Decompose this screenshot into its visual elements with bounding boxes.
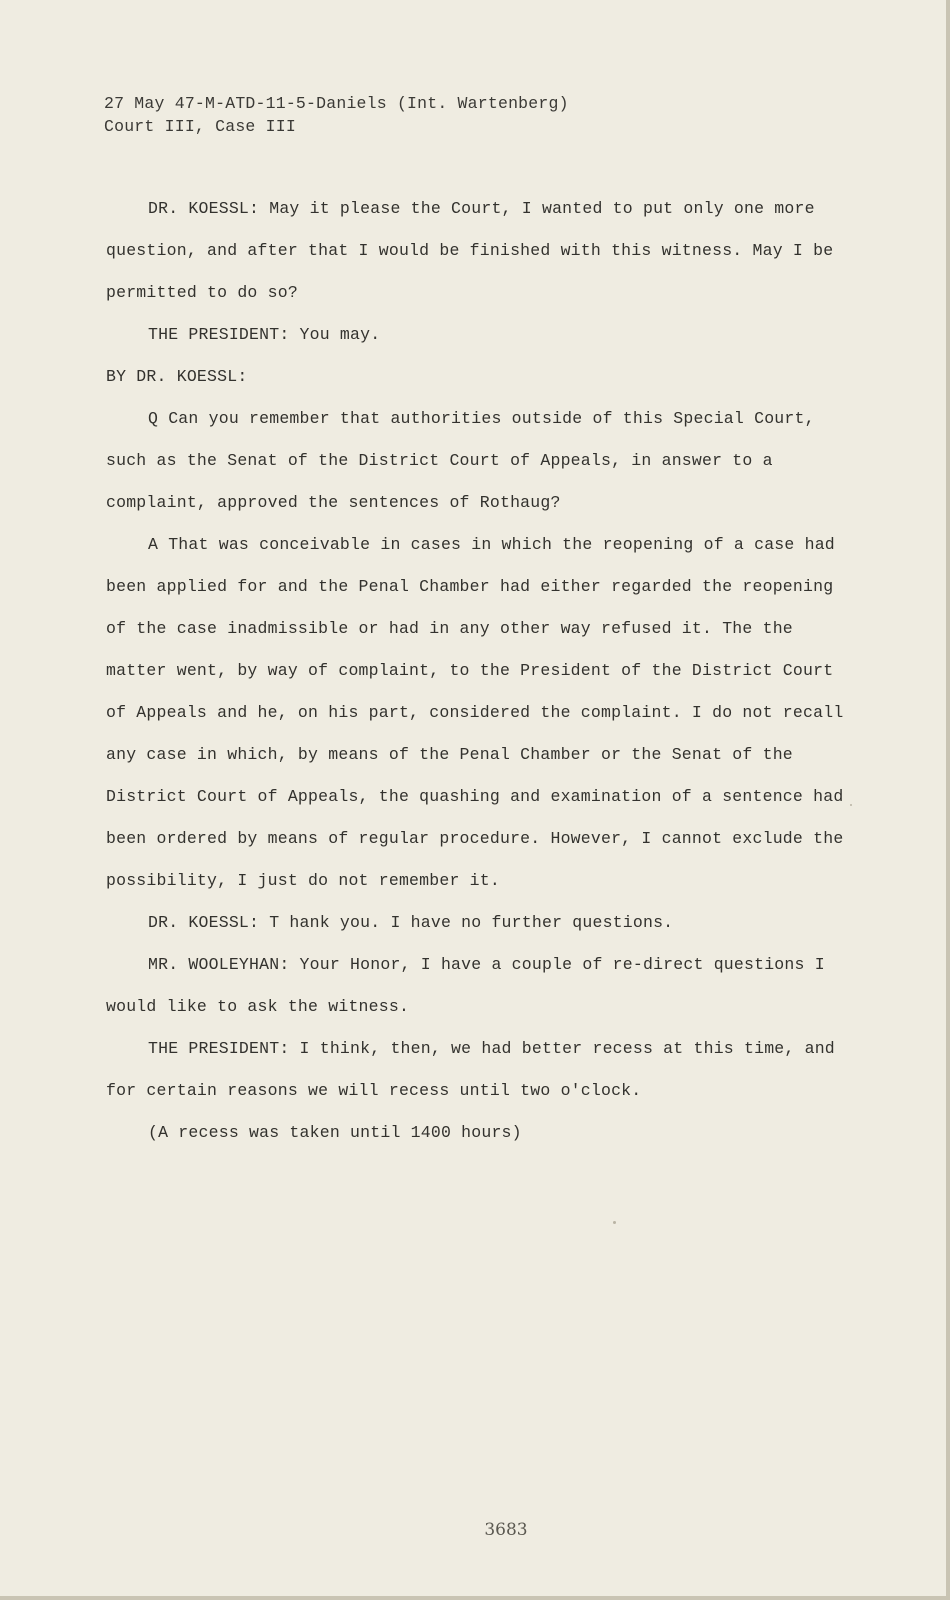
paragraph-president-recess: THE PRESIDENT: I think, then, we had better recess at this time, and for certain reasons we will recess until two o'clock. <box>106 1039 835 1100</box>
paragraph-koessl-thanks: DR. KOESSL: T hank you. I have no further questions. <box>148 913 674 932</box>
paper-speck <box>613 1221 616 1224</box>
paragraph-answer: A That was conceivable in cases in which the reopening of a case had been applied for and the Penal Chamber had either regarded the reopening of the case inadmissible or had in any other way refused it. The the matter went, by way of complaint, to the President of the District Court of Appeals and he, on his part, considered the complaint. I do not recall any case in which, by means of the Penal Chamber or the Senat of the District Court of Appeals, the quashing and examination of a sentence had been ordered by means of regular procedure. However, I cannot exclude the possibility, I just do not remember it. <box>106 535 844 890</box>
paragraph-recess-note: (A recess was taken until 1400 hours) <box>148 1123 522 1142</box>
paper-speck <box>850 804 852 806</box>
paragraph-koessl-question: DR. KOESSL: May it please the Court, I wanted to put only one more question, and after that I would be finished with this witness. May I be permitted to do so? <box>106 199 834 302</box>
header-line-1: 27 May 47-M-ATD-11-5-Daniels (Int. Wartenberg) <box>104 94 569 113</box>
paragraph-examiner-heading: BY DR. KOESSL: <box>106 367 248 386</box>
page-number: 3683 <box>484 1520 528 1540</box>
paragraph-question: Q Can you remember that authorities outside of this Special Court, such as the Senat of the District Court of Appeals, in answer to a complaint, approved the sentences of Rothaug? <box>106 409 815 512</box>
header-line-2: Court III, Case III <box>104 117 296 136</box>
transcript-body <box>106 188 846 1154</box>
paragraph-president-permission: THE PRESIDENT: You may. <box>148 325 381 344</box>
document-header <box>104 92 569 138</box>
paragraph-wooleyhan-redirect: MR. WOOLEYHAN: Your Honor, I have a couple of re-direct questions I would like to ask the witness. <box>106 955 825 1016</box>
